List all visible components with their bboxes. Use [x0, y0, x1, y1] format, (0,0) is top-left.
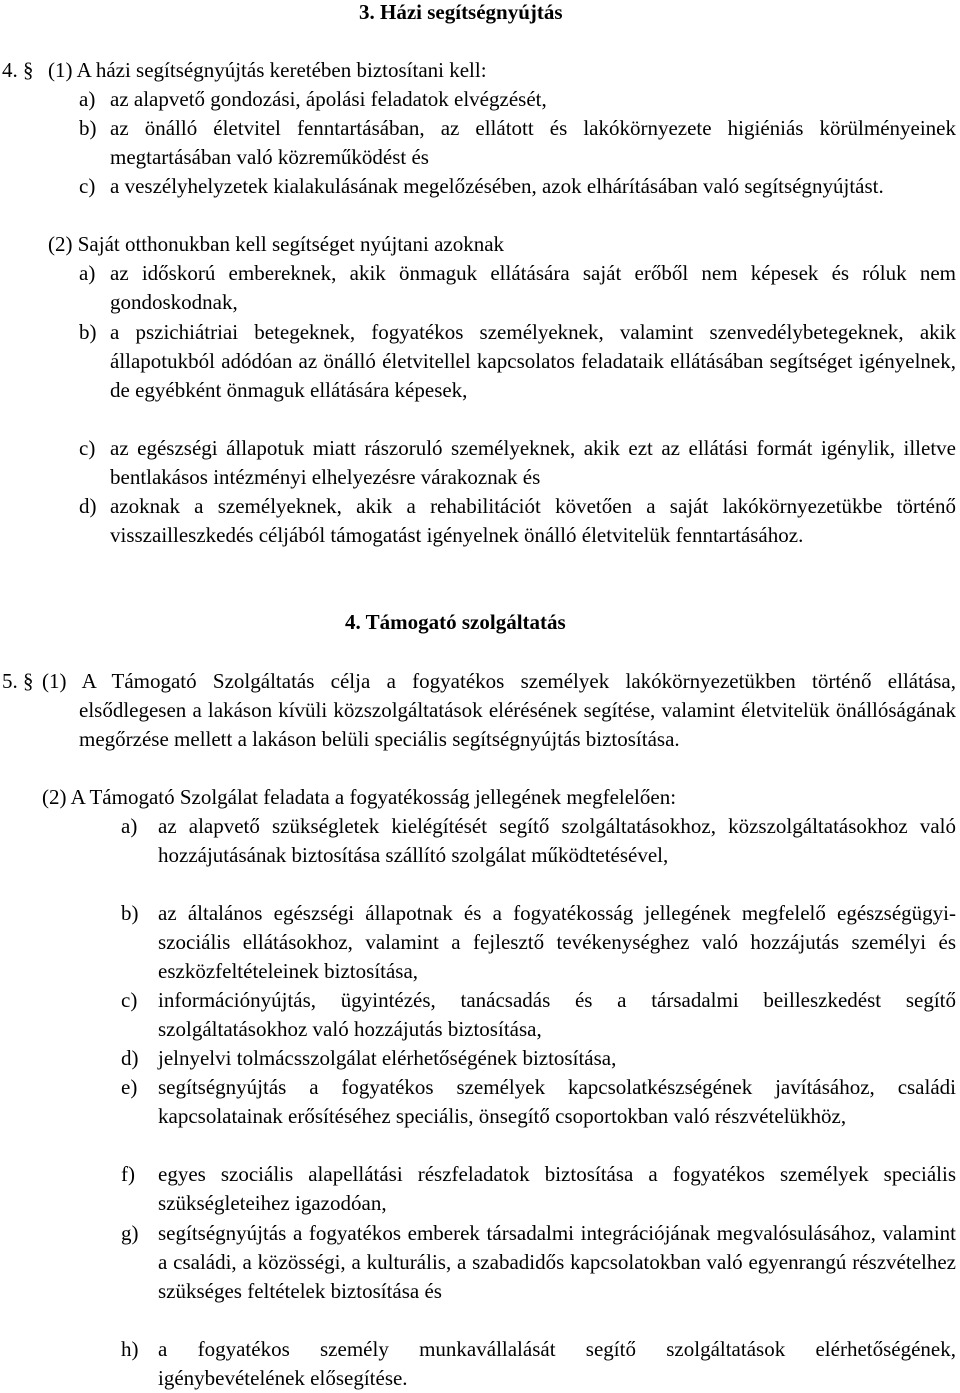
list-item-label: f): [121, 1162, 135, 1186]
paragraph-number: 4. §: [2, 58, 34, 82]
list-item-text: az időskorú embereknek, akik önmaguk ellátására saját erőből nem képesek és róluk nem gondoskodnak,: [110, 261, 956, 314]
list-item-label: c): [79, 436, 96, 460]
list-item-text: a pszichiátriai betegeknek, fogyatékos személyeknek, valamint szenvedélybetegeknek, akik állapotukból adódóan az önálló életvitellel kapcsolatos feladataik ellátásában segítséget igényelnek, de egyébként önmaguk ellátására képesek,: [110, 320, 956, 402]
list-item-text: azoknak a személyeknek, akik a rehabilitációt követően a saját lakókörnyezetükbe történő visszailleszkedés céljából támogatást igényelnek önálló életvitelük fenntartásához.: [110, 494, 956, 547]
list-item-label: a): [79, 261, 96, 285]
subsection-paragraph: (1) A Támogató Szolgáltatás célja a fogyatékos személyek lakókörnyezetükben történő ellátása, elsődlegesen a lakáson kívüli közszolgáltatások elérésének segítése, valamint életvitelük önállóságának megőrzése mellett a lakáson belüli speciális segítségnyújtás biztosítása.: [42, 669, 956, 751]
list-item-text: egyes szociális alapellátási részfeladatok biztosítása a fogyatékos személyek speciális szükségleteihez igazodóan,: [158, 1162, 956, 1215]
list-item-text: információnyújtás, ügyintézés, tanácsadás és a társadalmi beilleszkedést segítő szolgáltatásokhoz való hozzájutás biztosítása,: [158, 988, 956, 1041]
list-item-label: d): [121, 1046, 139, 1070]
list-item-text: az önálló életvitel fenntartásában, az ellátott és lakókörnyezete higiéniás körülményeinek megtartásában való közreműködést és: [110, 116, 956, 169]
section-heading: 3. Házi segítségnyújtás: [359, 0, 563, 24]
list-item-label: c): [121, 988, 138, 1012]
paragraph-number: 5. §: [2, 669, 34, 693]
list-item-label: h): [121, 1337, 139, 1361]
list-item-label: b): [121, 901, 139, 925]
subsection-intro: (1) A házi segítségnyújtás keretében biztosítani kell:: [48, 58, 487, 82]
list-item-text: a veszélyhelyzetek kialakulásának megelőzésében, azok elhárításában való segítségnyújtást.: [110, 174, 884, 198]
list-item-label: e): [121, 1075, 138, 1099]
list-item-text: jelnyelvi tolmácsszolgálat elérhetőségének biztosítása,: [158, 1046, 617, 1070]
list-item-text: a fogyatékos személy munkavállalását segítő szolgáltatások elérhetőségének, igénybevételének elősegítése.: [158, 1337, 956, 1390]
list-item-text: segítségnyújtás a fogyatékos emberek társadalmi integrációjának megvalósulásához, valamint a családi, a közösségi, a kulturális, a szabadidős kapcsolatokban való egyenrangú részvételhez szükséges feltételek biztosítása és: [158, 1221, 956, 1303]
list-item-label: g): [121, 1221, 139, 1245]
subsection-intro: (2) A Támogató Szolgálat feladata a fogyatékosság jellegének megfelelően:: [42, 785, 677, 809]
list-item-label: a): [121, 814, 138, 838]
list-item-label: d): [79, 494, 97, 518]
list-item-label: b): [79, 320, 97, 344]
list-item-label: b): [79, 116, 97, 140]
list-item-text: az általános egészségi állapotnak és a fogyatékosság jellegének megfelelő egészségügyi-szociális ellátásokhoz, valamint a fejlesztő tevékenységhez való hozzájutás személyi és eszközfeltételeinek biztosítása,: [158, 901, 956, 983]
list-item-label: c): [79, 174, 96, 198]
subsection-intro: (2) Saját otthonukban kell segítséget nyújtani azoknak: [48, 232, 505, 256]
list-item-text: az alapvető szükségletek kielégítését segítő szolgáltatásokhoz, közszolgáltatásokhoz való hozzájutásának biztosítása szállító szolgálat működtetésével,: [158, 814, 956, 867]
list-item-text: segítségnyújtás a fogyatékos személyek kapcsolatkészségének javításához, családi kapcsolatainak erősítéséhez speciális, önsegítő csoportokban való részvételükhöz,: [158, 1075, 956, 1128]
list-item-text: az alapvető gondozási, ápolási feladatok elvégzését,: [110, 87, 547, 111]
list-item-label: a): [79, 87, 96, 111]
section-heading: 4. Támogató szolgáltatás: [345, 610, 566, 634]
list-item-text: az egészségi állapotuk miatt rászoruló személyeknek, akik ezt az ellátási formát igénylik, illetve bentlakásos intézményi elhelyezésre várakoznak és: [110, 436, 956, 489]
